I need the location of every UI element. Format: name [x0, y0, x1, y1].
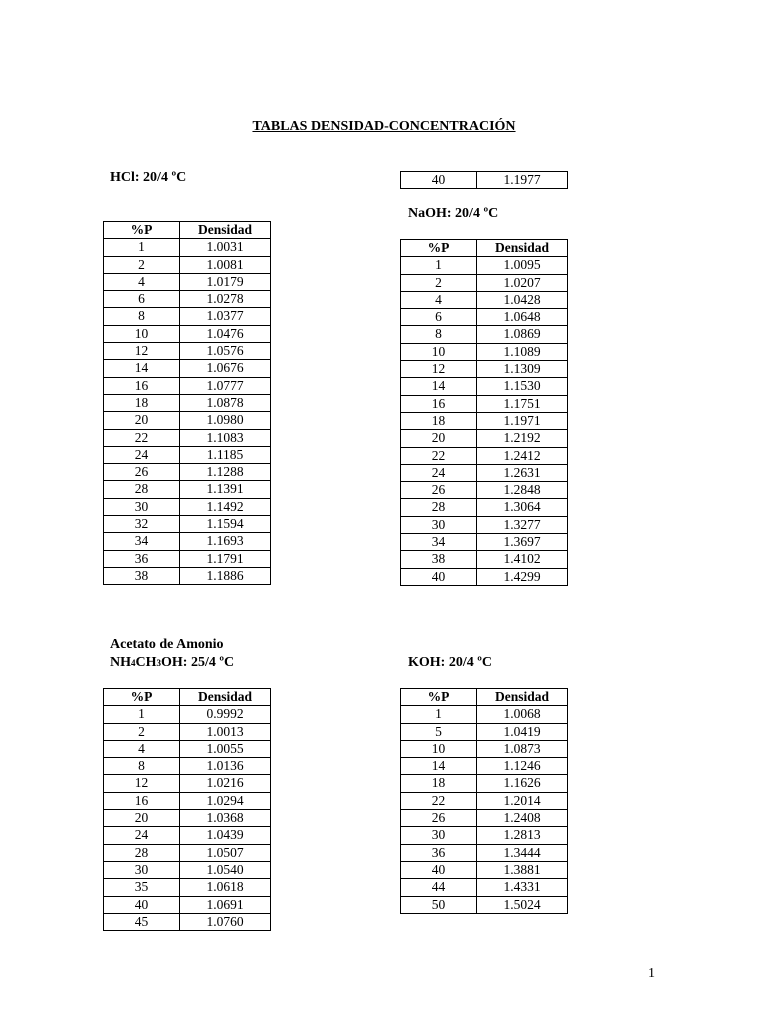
table-cell-percent: 8 [401, 326, 477, 343]
table-cell-density: 1.1751 [477, 395, 568, 412]
table-cell-density: 1.1886 [180, 567, 271, 584]
table-row [401, 792, 568, 809]
table-cell-percent: 6 [401, 309, 477, 326]
koh-table [400, 688, 568, 914]
table-row [401, 758, 568, 775]
naoh-heading: NaOH: 20/4 ºC [408, 206, 499, 221]
table-cell-percent: 12 [401, 361, 477, 378]
table-row [401, 309, 568, 326]
table-cell-percent: 40 [401, 172, 477, 189]
table-cell-percent: 40 [401, 861, 477, 878]
table-cell-density: 1.1791 [180, 550, 271, 567]
table-cell-density: 1.0428 [477, 291, 568, 308]
table-cell-percent: 40 [401, 568, 477, 585]
col-header-percent: %P [401, 240, 477, 257]
table-row [401, 740, 568, 757]
table-row [401, 464, 568, 481]
table-cell-percent: 22 [104, 429, 180, 446]
table-cell-percent: 34 [401, 534, 477, 551]
table-cell-density: 1.0095 [477, 257, 568, 274]
table-row [401, 412, 568, 429]
table-cell-percent: 26 [104, 464, 180, 481]
table-cell-density: 1.0031 [180, 239, 271, 256]
table-cell-density: 1.2408 [477, 810, 568, 827]
col-header-density: Densidad [180, 222, 271, 239]
table-row [104, 325, 271, 342]
table-cell-density: 1.0648 [477, 309, 568, 326]
table-cell-density: 1.3697 [477, 534, 568, 551]
table-row [401, 516, 568, 533]
table-cell-percent: 8 [104, 758, 180, 775]
table-cell-percent: 2 [104, 256, 180, 273]
table-cell-percent: 10 [401, 343, 477, 360]
table-row [104, 533, 271, 550]
page-number: 1 [648, 966, 655, 981]
table-cell-percent: 1 [104, 239, 180, 256]
table-cell-density: 1.0278 [180, 291, 271, 308]
table-cell-density: 1.2192 [477, 430, 568, 447]
table-cell-percent: 4 [104, 273, 180, 290]
hcl-table [103, 221, 271, 585]
table-row [104, 360, 271, 377]
table-cell-density: 1.1288 [180, 464, 271, 481]
table-row [401, 447, 568, 464]
table-row [401, 896, 568, 913]
table-cell-percent: 30 [104, 498, 180, 515]
table-cell-density: 1.0777 [180, 377, 271, 394]
table-row [401, 706, 568, 723]
table-row [104, 273, 271, 290]
table-cell-percent: 10 [401, 740, 477, 757]
table-cell-density: 1.1185 [180, 446, 271, 463]
table-row [104, 308, 271, 325]
table-cell-density: 1.0439 [180, 827, 271, 844]
table-row [104, 394, 271, 411]
table-row [401, 274, 568, 291]
table-row [104, 810, 271, 827]
table-cell-density: 1.0294 [180, 792, 271, 809]
col-header-density: Densidad [180, 689, 271, 706]
table-cell-density: 1.3064 [477, 499, 568, 516]
table-cell-percent: 14 [401, 378, 477, 395]
table-row [401, 430, 568, 447]
table-cell-density: 1.3444 [477, 844, 568, 861]
table-row [401, 395, 568, 412]
table-row [401, 827, 568, 844]
table-row [104, 913, 271, 930]
table-cell-percent: 10 [104, 325, 180, 342]
table-cell-percent: 16 [104, 377, 180, 394]
page-title: TABLAS DENSIDAD-CONCENTRACIÓN [252, 119, 516, 134]
table-cell-percent: 6 [104, 291, 180, 308]
table-cell-percent: 18 [104, 394, 180, 411]
table-cell-percent: 40 [104, 896, 180, 913]
table-cell-percent: 28 [104, 844, 180, 861]
table-cell-percent: 24 [401, 464, 477, 481]
table-row [104, 792, 271, 809]
table-cell-percent: 20 [104, 412, 180, 429]
table-cell-density: 1.4102 [477, 551, 568, 568]
table-cell-density: 1.4299 [477, 568, 568, 585]
acetato-table [103, 688, 271, 931]
table-cell-percent: 28 [401, 499, 477, 516]
table-row [104, 844, 271, 861]
table-cell-percent: 24 [104, 446, 180, 463]
table-cell-density: 1.0216 [180, 775, 271, 792]
table-row [401, 810, 568, 827]
table-cell-percent: 22 [401, 792, 477, 809]
table-cell-density: 1.1594 [180, 516, 271, 533]
table-row [104, 256, 271, 273]
table-cell-percent: 8 [104, 308, 180, 325]
table-cell-density: 1.0878 [180, 394, 271, 411]
col-header-percent: %P [401, 689, 477, 706]
table-cell-percent: 1 [401, 257, 477, 274]
table-cell-density: 1.0869 [477, 326, 568, 343]
table-cell-percent: 38 [104, 567, 180, 584]
naoh-table [400, 239, 568, 586]
table-row [104, 464, 271, 481]
table-cell-percent: 2 [401, 274, 477, 291]
table-row [104, 429, 271, 446]
table-cell-percent: 5 [401, 723, 477, 740]
table-cell-density: 1.2813 [477, 827, 568, 844]
table-row [104, 775, 271, 792]
table-row [401, 343, 568, 360]
table-row [104, 758, 271, 775]
table-row [401, 551, 568, 568]
table-row [401, 326, 568, 343]
table-cell-percent: 14 [401, 758, 477, 775]
table-cell-percent: 20 [401, 430, 477, 447]
table-cell-percent: 30 [104, 861, 180, 878]
table-row [401, 257, 568, 274]
table-cell-density: 1.0013 [180, 723, 271, 740]
koh-heading: KOH: 20/4 ºC [408, 655, 492, 670]
table-cell-percent: 1 [401, 706, 477, 723]
table-row [401, 844, 568, 861]
table-cell-density: 1.1530 [477, 378, 568, 395]
table-row [104, 516, 271, 533]
table-cell-percent: 20 [104, 810, 180, 827]
table-cell-density: 1.2631 [477, 464, 568, 481]
table-cell-density: 1.1693 [180, 533, 271, 550]
table-cell-percent: 4 [401, 291, 477, 308]
table-row [104, 239, 271, 256]
table-cell-percent: 2 [104, 723, 180, 740]
table-cell-density: 1.5024 [477, 896, 568, 913]
table-cell-percent: 12 [104, 775, 180, 792]
table-cell-density: 1.1309 [477, 361, 568, 378]
table-cell-percent: 36 [401, 844, 477, 861]
table-cell-percent: 18 [401, 775, 477, 792]
table-cell-density: 1.3881 [477, 861, 568, 878]
table-row [401, 378, 568, 395]
table-cell-density: 1.0055 [180, 740, 271, 757]
table-row [401, 499, 568, 516]
table-cell-density: 1.2412 [477, 447, 568, 464]
acetato-heading-line1: Acetato de Amonio [110, 637, 224, 652]
table-row [104, 343, 271, 360]
table-row [401, 534, 568, 551]
col-header-density: Densidad [477, 689, 568, 706]
table-cell-density: 1.0980 [180, 412, 271, 429]
table-cell-density: 1.0476 [180, 325, 271, 342]
table-row [401, 291, 568, 308]
table-cell-percent: 1 [104, 706, 180, 723]
table-row [104, 291, 271, 308]
table-cell-density: 1.0419 [477, 723, 568, 740]
table-cell-density: 1.2848 [477, 482, 568, 499]
table-row [401, 723, 568, 740]
table-row [104, 446, 271, 463]
table-cell-density: 1.0179 [180, 273, 271, 290]
table-row [401, 861, 568, 878]
table-cell-density: 1.0691 [180, 896, 271, 913]
table-row [401, 775, 568, 792]
hcl-heading: HCl: 20/4 ºC [110, 170, 187, 185]
table-cell-density: 1.3277 [477, 516, 568, 533]
acetato-heading [110, 636, 234, 672]
table-cell-percent: 34 [104, 533, 180, 550]
table-cell-density: 1.1977 [477, 172, 568, 189]
col-header-density: Densidad [477, 240, 568, 257]
table-cell-density: 1.1626 [477, 775, 568, 792]
table-cell-percent: 26 [401, 810, 477, 827]
table-cell-percent: 30 [401, 516, 477, 533]
acetato-formula: NH4CH3OH: 25/4 ºC [110, 655, 235, 670]
table-row [401, 879, 568, 896]
table-cell-density: 1.0576 [180, 343, 271, 360]
table-cell-percent: 14 [104, 360, 180, 377]
table-cell-percent: 28 [104, 481, 180, 498]
table-cell-density: 1.1089 [477, 343, 568, 360]
table-row [104, 723, 271, 740]
table-cell-percent: 26 [401, 482, 477, 499]
table-cell-density: 1.2014 [477, 792, 568, 809]
table-cell-density: 0.9992 [180, 706, 271, 723]
table-cell-percent: 16 [401, 395, 477, 412]
table-cell-density: 1.0207 [477, 274, 568, 291]
table-row [104, 879, 271, 896]
hcl-continued-table [400, 171, 568, 189]
table-cell-density: 1.0068 [477, 706, 568, 723]
table-cell-percent: 24 [104, 827, 180, 844]
table-row [104, 896, 271, 913]
table-row [104, 377, 271, 394]
table-cell-density: 1.0540 [180, 861, 271, 878]
table-cell-percent: 36 [104, 550, 180, 567]
table-row [104, 481, 271, 498]
table-cell-density: 1.1391 [180, 481, 271, 498]
table-row [401, 361, 568, 378]
table-row [401, 172, 568, 189]
table-cell-percent: 50 [401, 896, 477, 913]
table-row [104, 740, 271, 757]
table-cell-density: 1.0676 [180, 360, 271, 377]
col-header-percent: %P [104, 222, 180, 239]
table-cell-percent: 12 [104, 343, 180, 360]
col-header-percent: %P [104, 689, 180, 706]
table-row [401, 482, 568, 499]
table-cell-density: 1.0507 [180, 844, 271, 861]
table-cell-percent: 45 [104, 913, 180, 930]
table-cell-density: 1.0618 [180, 879, 271, 896]
table-row [104, 412, 271, 429]
table-row [104, 861, 271, 878]
table-row [104, 567, 271, 584]
table-cell-percent: 22 [401, 447, 477, 464]
table-cell-density: 1.1492 [180, 498, 271, 515]
table-cell-density: 1.1083 [180, 429, 271, 446]
table-cell-density: 1.0136 [180, 758, 271, 775]
table-cell-density: 1.0760 [180, 913, 271, 930]
table-row [104, 706, 271, 723]
table-cell-percent: 32 [104, 516, 180, 533]
table-cell-density: 1.1246 [477, 758, 568, 775]
table-row [104, 498, 271, 515]
table-cell-percent: 30 [401, 827, 477, 844]
table-cell-percent: 18 [401, 412, 477, 429]
table-cell-density: 1.0081 [180, 256, 271, 273]
table-cell-percent: 4 [104, 740, 180, 757]
table-cell-percent: 16 [104, 792, 180, 809]
table-cell-percent: 44 [401, 879, 477, 896]
table-row [401, 568, 568, 585]
table-cell-percent: 35 [104, 879, 180, 896]
table-row [104, 827, 271, 844]
table-cell-density: 1.4331 [477, 879, 568, 896]
table-cell-density: 1.0873 [477, 740, 568, 757]
table-cell-density: 1.0377 [180, 308, 271, 325]
table-row [104, 550, 271, 567]
table-cell-percent: 38 [401, 551, 477, 568]
table-cell-density: 1.0368 [180, 810, 271, 827]
table-cell-density: 1.1971 [477, 412, 568, 429]
